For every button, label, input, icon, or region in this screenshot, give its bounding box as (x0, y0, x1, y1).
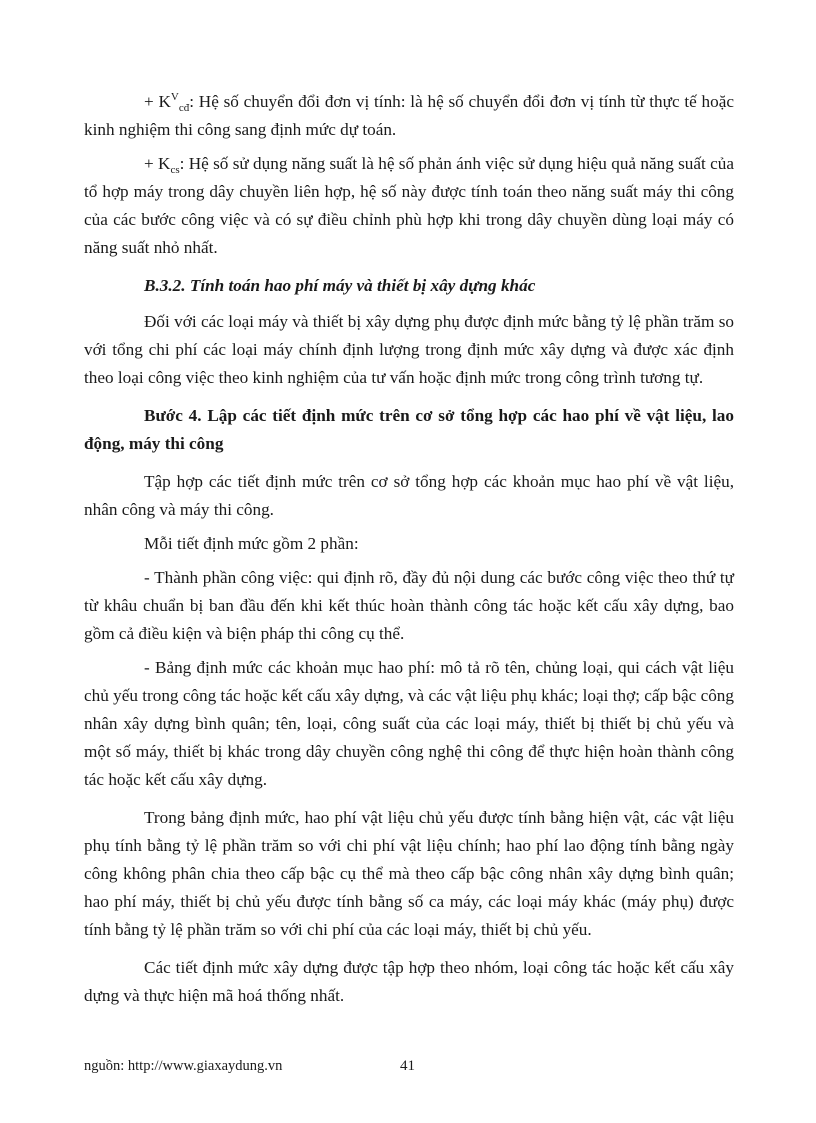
paragraph-auxiliary-machines: Đối với các loại máy và thiết bị xây dựng phụ được định mức bằng tỷ lệ phần trăm so với tổng chi phí các loại máy chính định lượng trong định mức xây dựng và được xác định theo loại công việc theo kinh nghiệm của tư vấn hoặc định mức trong công trình tương tự. (84, 312, 734, 387)
kcd-prefix: + K (144, 92, 171, 111)
heading-step-4: Bước 4. Lập các tiết định mức trên cơ sở tổng hợp các hao phí về vật liệu, lao động, máy thi công (84, 406, 734, 453)
page-number: 41 (400, 1058, 415, 1074)
paragraph-compile: Tập hợp các tiết định mức trên cơ sở tổng hợp các khoản mục hao phí về vật liệu, nhân công và máy thi công. (84, 472, 734, 519)
paragraph-norm-table: - Bảng định mức các khoản mục hao phí: mô tả rõ tên, chủng loại, qui cách vật liệu chủ yếu trong công tác hoặc kết cấu xây dựng, và các vật liệu phụ khác; loại thợ; cấp bậc công nhân xây dựng bình quân; tên, loại, công suất của các loại máy, thiết bị thiết bị chủ yếu và một số máy, thiết bị khác trong dây chuyền công nghệ thi công để thực hiện hoàn thành công tác hoặc kết cấu xây dựng. (84, 658, 734, 789)
page-body (84, 88, 734, 1020)
paragraph-two-parts: Mỗi tiết định mức gồm 2 phần: (144, 534, 359, 553)
kcd-text: : Hệ số chuyển đổi đơn vị tính: là hệ số chuyển đổi đơn vị tính từ thực tế hoặc kinh nghiệm thi công sang định mức dự toán. (84, 92, 734, 139)
paragraph-work-components: - Thành phần công việc: qui định rõ, đầy đủ nội dung các bước công việc theo thứ tự từ khâu chuẩn bị ban đầu đến khi kết thúc hoàn thành công tác hoặc kết cấu xây dựng, bao gồm cả điều kiện và biện pháp thi công cụ thể. (84, 568, 734, 643)
paragraph-grouping: Các tiết định mức xây dựng được tập hợp theo nhóm, loại công tác hoặc kết cấu xây dựng và thực hiện mã hoá thống nhất. (84, 958, 734, 1005)
heading-b32: B.3.2. Tính toán hao phí máy và thiết bị xây dựng khác (144, 276, 536, 295)
paragraph-table-details: Trong bảng định mức, hao phí vật liệu chủ yếu được tính bằng hiện vật, các vật liệu phụ tính bằng tỷ lệ phần trăm so với chi phí vật liệu chính; hao phí lao động tính bằng ngày công không phân chia theo cấp bậc cụ thể mà theo cấp bậc công nhân xây dựng bình quân; hao phí máy, thiết bị chủ yếu được tính bằng số ca máy, các loại máy khác (máy phụ) được tính bằng tỷ lệ phần trăm so với chi phí của các loại máy, thiết bị chủ yếu. (84, 808, 734, 939)
footer-source: nguồn: http://www.giaxaydung.vn (84, 1058, 283, 1074)
paragraph-kcd (84, 88, 734, 144)
kcs-subscript: cs (170, 164, 180, 176)
page-footer (84, 1058, 734, 1078)
kcs-text: : Hệ số sử dụng năng suất là hệ số phản ánh việc sử dụng hiệu quả năng suất của tổ hợp máy trong dây chuyền liên hợp, hệ số này được tính toán theo năng suất máy thi công của các bước công việc và có sự điều chỉnh phù hợp khi trong dây chuyền dùng loại máy có năng suất nhỏ nhất. (84, 154, 734, 257)
paragraph-kcs (84, 150, 734, 262)
kcs-prefix: + K (144, 154, 171, 173)
kcd-subscript: cđ (178, 102, 190, 114)
kcd-superscript: V (170, 91, 179, 103)
